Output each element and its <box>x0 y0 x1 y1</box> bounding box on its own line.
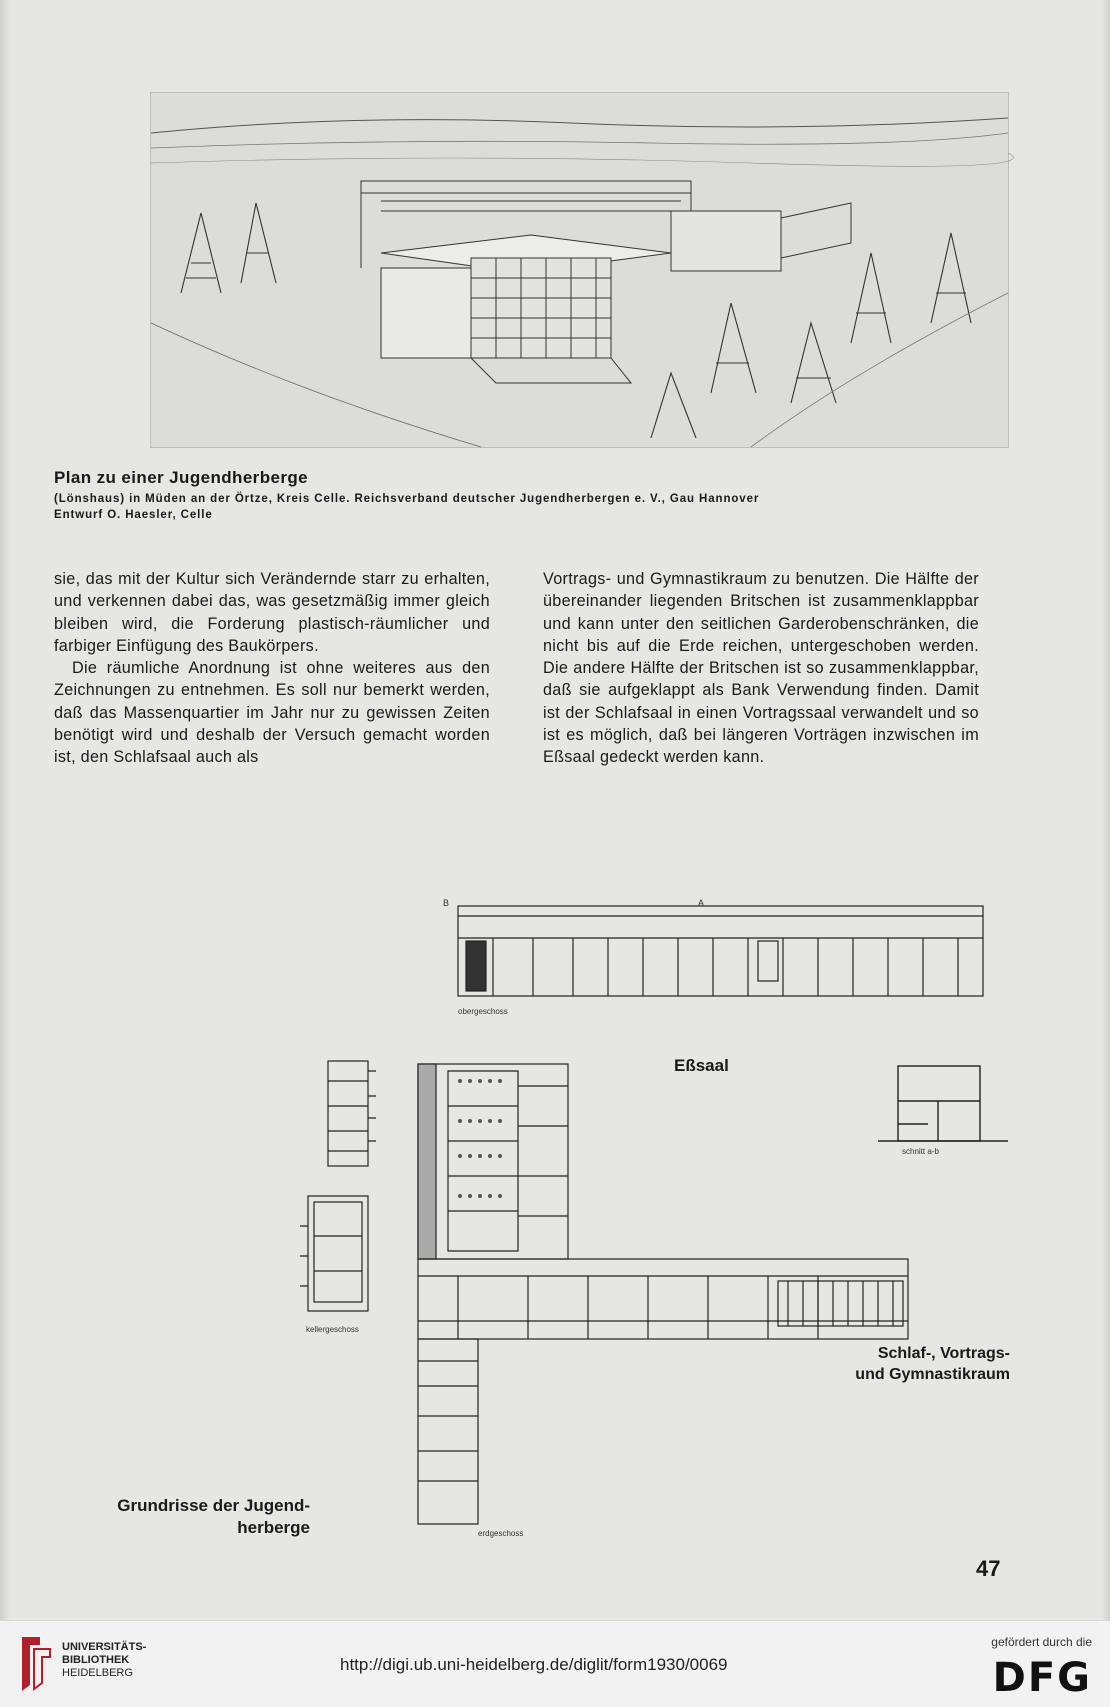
funding-note: gefördert durch die <box>991 1635 1092 1649</box>
library-line: UNIVERSITÄTS- <box>62 1641 147 1653</box>
label-grundrisse <box>117 1495 310 1539</box>
library-line: BIBLIOTHEK <box>62 1654 130 1666</box>
svg-text:B: B <box>443 898 450 908</box>
caption-title: Plan zu einer Jugendherberge <box>54 468 308 487</box>
university-library-logo-icon[interactable] <box>18 1635 54 1693</box>
dfg-logo[interactable]: DFG <box>992 1655 1092 1701</box>
source-url-link[interactable]: http://digi.ub.uni-heidelberg.de/diglit/form1930/0069 <box>340 1655 728 1674</box>
label-schlafsaal <box>855 1343 1010 1385</box>
label-line: herberge <box>237 1518 310 1537</box>
page-edge-left <box>0 0 10 1620</box>
caption-line-1: (Lönshaus) in Müden an der Örtze, Kreis Celle. Reichsverband deutscher Jugendherbergen e. V., Gau Hannover <box>54 493 760 505</box>
floor-plans <box>306 896 1018 1546</box>
text-column-right <box>543 568 979 769</box>
label-essaal: Eßsaal <box>674 1056 729 1075</box>
perspective-drawing <box>150 92 1009 448</box>
paragraph: sie, das mit der Kultur sich Verändernde starr zu erhalten, und verkennen dabei das, was gesetzmäßig immer gleich bleiben wird, die Forderung plastisch-räumlicher und farbiger Einfügung des Baukörpers. <box>54 570 490 655</box>
footer-bar <box>0 1620 1110 1707</box>
label-line: Grundrisse der Jugend- <box>117 1496 310 1515</box>
building-sketch <box>151 93 1008 447</box>
page-number: 47 <box>976 1556 1001 1581</box>
obergeschoss-label: obergeschoss <box>458 1007 508 1016</box>
floor-plan-drawing <box>306 896 1018 1546</box>
text-column-left <box>54 568 490 769</box>
label-line: Schlaf-, Vortrags- <box>877 1345 1010 1362</box>
paragraph: Vortrags- und Gymnastikraum zu benutzen. Die Hälfte der übereinander liegenden Britschen ist zusammenklappbar und kann unter den seitlichen Garderobenschränken, die nicht bis auf die Erde reichen, untergeschoben werden. Die andere Hälfte der Britschen ist so zusammenklappbar, daß sie aufgeklappt als Bank Verwendung finden. Damit ist der Schlafsaal in einen Vortragssaal verwandelt und so ist es möglich, daß bei längeren Vorträgen inzwischen im Eßsaal gedeckt werden kann. <box>543 570 979 767</box>
schnitt-label: schnitt a-b <box>902 1147 939 1156</box>
page-edge-right <box>1102 0 1110 1620</box>
paragraph: Die räumliche Anordnung ist ohne weiteres aus den Zeichnungen zu entnehmen. Es soll nur bemerkt werden, daß das Massenquartier im Jahr nur zu gewissen Zeiten benötigt wird und deshalb der Versuch gemacht worden ist, den Schlafsaal auch als <box>54 659 490 767</box>
caption-line-2: Entwurf O. Haesler, Celle <box>54 509 213 521</box>
library-line: HEIDELBERG <box>62 1667 133 1679</box>
erdgeschoss-label: erdgeschoss <box>478 1529 524 1538</box>
kellergeschoss-label: kellergeschoss <box>306 1325 359 1334</box>
svg-text:A: A <box>698 898 705 908</box>
label-line: und Gymnastikraum <box>855 1366 1010 1383</box>
library-name[interactable] <box>62 1641 146 1680</box>
